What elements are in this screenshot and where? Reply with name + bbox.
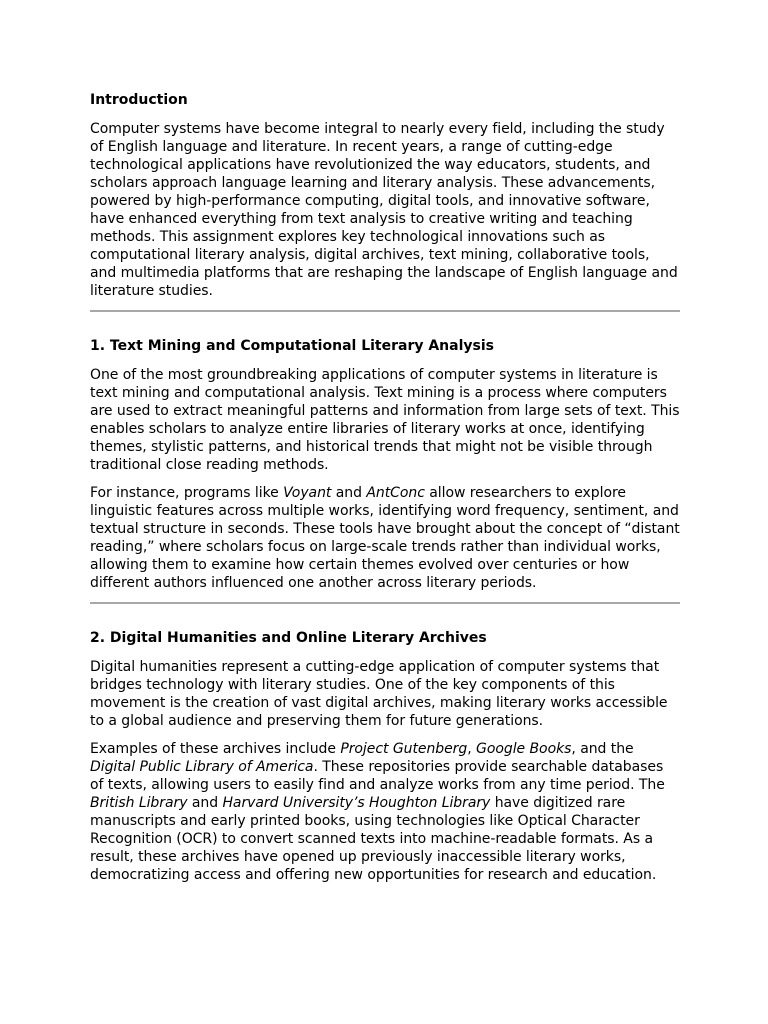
horizontal-divider	[90, 310, 680, 312]
section-heading: 1. Text Mining and Computational Literary Analysis	[90, 338, 494, 354]
italic-term: Google Books	[476, 741, 572, 757]
paragraph: Examples of these archives include Project Gutenberg, Google Books, and the Digital Public Library of America. These repositories provide searchable databases of texts, allowing users to easily find and analyze works from any time period. The British Library and Harvard University’s Houghton Library have digitized rare manuscripts and early printed books, using technologies like Optical Character Recognition (OCR) to convert scanned texts into machine-readable formats. As a result, these archives have opened up previously inaccessible literary works, democratizing access and offering new opportunities for research and education.	[90, 741, 665, 883]
document-page	[90, 90, 680, 894]
italic-term: Project Gutenberg	[340, 741, 468, 757]
horizontal-divider	[90, 602, 680, 604]
section-digital-humanities	[90, 628, 680, 884]
section-heading: Introduction	[90, 92, 188, 108]
section-text-mining	[90, 336, 680, 592]
italic-term: AntConc	[366, 485, 425, 501]
paragraph: Digital humanities represent a cutting-edge application of computer systems that bridges technology with literary studies. One of the key components of this movement is the creation of vast digital archives, making literary works accessible to a global audience and preserving them for future generations.	[90, 659, 668, 729]
section-heading: 2. Digital Humanities and Online Literary Archives	[90, 630, 487, 646]
italic-term: Harvard University’s Houghton Library	[222, 795, 491, 811]
section-introduction	[90, 90, 680, 300]
italic-term: Voyant	[283, 485, 332, 501]
paragraph: For instance, programs like Voyant and AntConc allow researchers to explore linguistic features across multiple works, identifying word frequency, sentiment, and textual structure in seconds. These tools have brought about the concept of “distant reading,” where scholars focus on large-scale trends rather than individual works, allowing them to examine how certain themes evolved over centuries or how different authors influenced one another across literary periods.	[90, 485, 680, 591]
italic-term: Digital Public Library of America	[90, 759, 314, 775]
paragraph: One of the most groundbreaking applications of computer systems in literature is text mining and computational analysis. Text mining is a process where computers are used to extract meaningful patterns and information from large sets of text. This enables scholars to analyze entire libraries of literary works at once, identifying themes, stylistic patterns, and historical trends that might not be visible through traditional close reading methods.	[90, 367, 680, 473]
italic-term: British Library	[90, 795, 188, 811]
paragraph: Computer systems have become integral to nearly every field, including the study of English language and literature. In recent years, a range of cutting-edge technological applications have revolutionized the way educators, students, and scholars approach language learning and literary analysis. These advancements, powered by high-performance computing, digital tools, and innovative software, have enhanced everything from text analysis to creative writing and teaching methods. This assignment explores key technological innovations such as computational literary analysis, digital archives, text mining, collaborative tools, and multimedia platforms that are reshaping the landscape of English language and literature studies.	[90, 121, 678, 299]
